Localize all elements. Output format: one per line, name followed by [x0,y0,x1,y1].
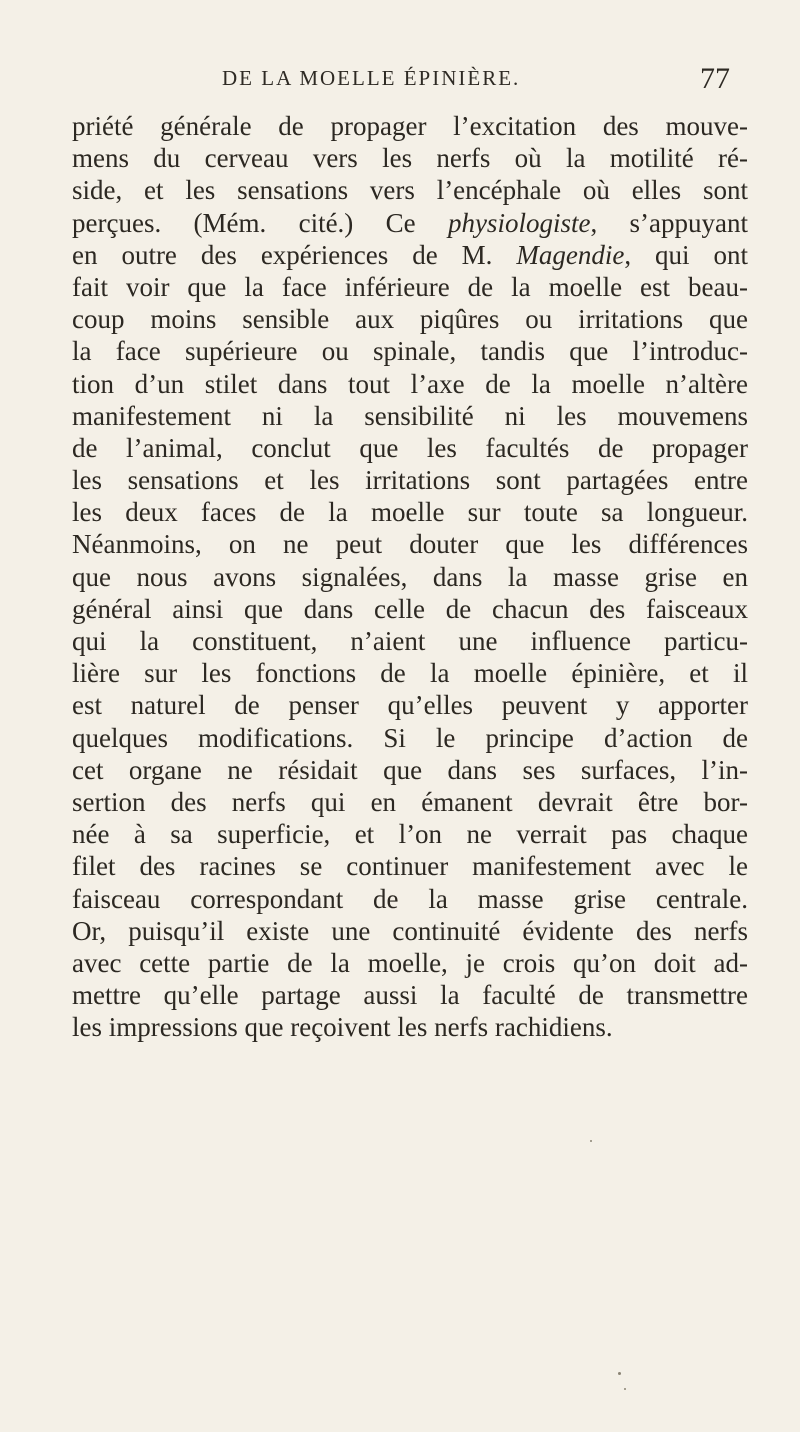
text-line [72,947,748,979]
running-head [0,62,800,96]
text-line [72,368,748,400]
text-line [72,625,748,657]
text-run: faisceau correspondant de la masse grise centrale. [72,883,748,914]
page-number: 77 [700,62,730,95]
text-line [72,432,748,464]
italic-text: Magendie [516,239,625,270]
text-run: les deux faces de la moelle sur toute sa longueur. [72,497,748,528]
text-line [72,722,748,754]
text-run: side, et les sensations vers l’encéphale où elles sont [72,175,748,206]
text-run: les sensations et les irritations sont partagées entre [72,465,748,496]
text-line [72,110,748,142]
text-line [72,850,748,882]
text-run: mens du cerveau vers les nerfs où la motilité ré- [72,143,748,174]
text-line [72,883,748,915]
body-text [72,110,748,1043]
text-run: sertion des nerfs qui en émanent devrait être bor- [72,786,748,817]
ink-speck [590,1140,592,1142]
text-line [72,303,748,335]
text-run: cet organe ne résidait que dans ses surfaces, l’in- [72,754,748,785]
ink-speck [618,1372,621,1375]
text-line [72,335,748,367]
text-run: qui la constituent, n’aient une influence particu- [72,626,748,656]
text-line [72,689,748,721]
ink-speck [624,1388,626,1390]
text-run: mettre qu’elle partage aussi la faculté de transmettre [72,980,748,1011]
text-run: manifestement ni la sensibilité ni les mouvemens [72,400,748,431]
text-run: général ainsi que dans celle de chacun des faisceaux [72,593,748,624]
text-run: perçues. (Mém. cité.) Ce [72,207,448,238]
text-line [72,786,748,818]
text-line [72,400,748,432]
text-run: Néanmoins, on ne peut douter que les différences [72,529,748,560]
text-run: tion d’un stilet dans tout l’axe de la moelle n’altère [72,368,748,399]
text-run: la face supérieure ou spinale, tandis que l’introduc- [72,336,748,367]
text-run: filet des racines se continuer manifestement avec le [72,851,748,882]
text-run: , qui ont [624,239,748,270]
text-run: de l’animal, conclut que les facultés de propager [72,432,748,463]
text-run: Or, puisqu’il existe une continuité évidente des nerfs [72,915,748,946]
text-run: quelques modifications. Si le principe d’action de [72,722,748,753]
text-line [72,593,748,625]
text-line [72,1011,748,1043]
text-line [72,657,748,689]
text-run: lière sur les fonctions de la moelle épinière, et il [72,658,748,689]
text-line [72,754,748,786]
text-line [72,142,748,174]
italic-text: physiologiste [447,207,591,238]
text-line [72,915,748,947]
text-run: que nous avons signalées, dans la masse grise en [72,561,748,592]
text-line [72,979,748,1011]
text-line [72,464,748,496]
text-line [72,818,748,850]
text-run: née à sa superficie, et l’on ne verrait pas chaque [72,819,748,850]
text-run: est naturel de penser qu’elles peuvent y apporter [72,690,748,721]
text-line [72,174,748,206]
text-run: en outre des expériences de M. [72,239,517,270]
text-line [72,496,748,528]
text-run: priété générale de propager l’excitation des mouve- [72,111,748,141]
text-line [72,239,748,271]
text-line [72,561,748,593]
text-run: les impressions que reçoivent les nerfs rachidiens. [72,1012,613,1043]
text-line [72,207,748,239]
text-run: fait voir que la face inférieure de la moelle est beau- [72,271,748,302]
text-run: , s’appuyant [590,207,748,238]
text-run: coup moins sensible aux piqûres ou irritations que [72,304,748,335]
running-title: DE LA MOELLE ÉPINIÈRE. [222,66,521,90]
text-line [72,528,748,560]
text-line [72,271,748,303]
text-run: avec cette partie de la moelle, je crois qu’on doit ad- [72,947,748,978]
